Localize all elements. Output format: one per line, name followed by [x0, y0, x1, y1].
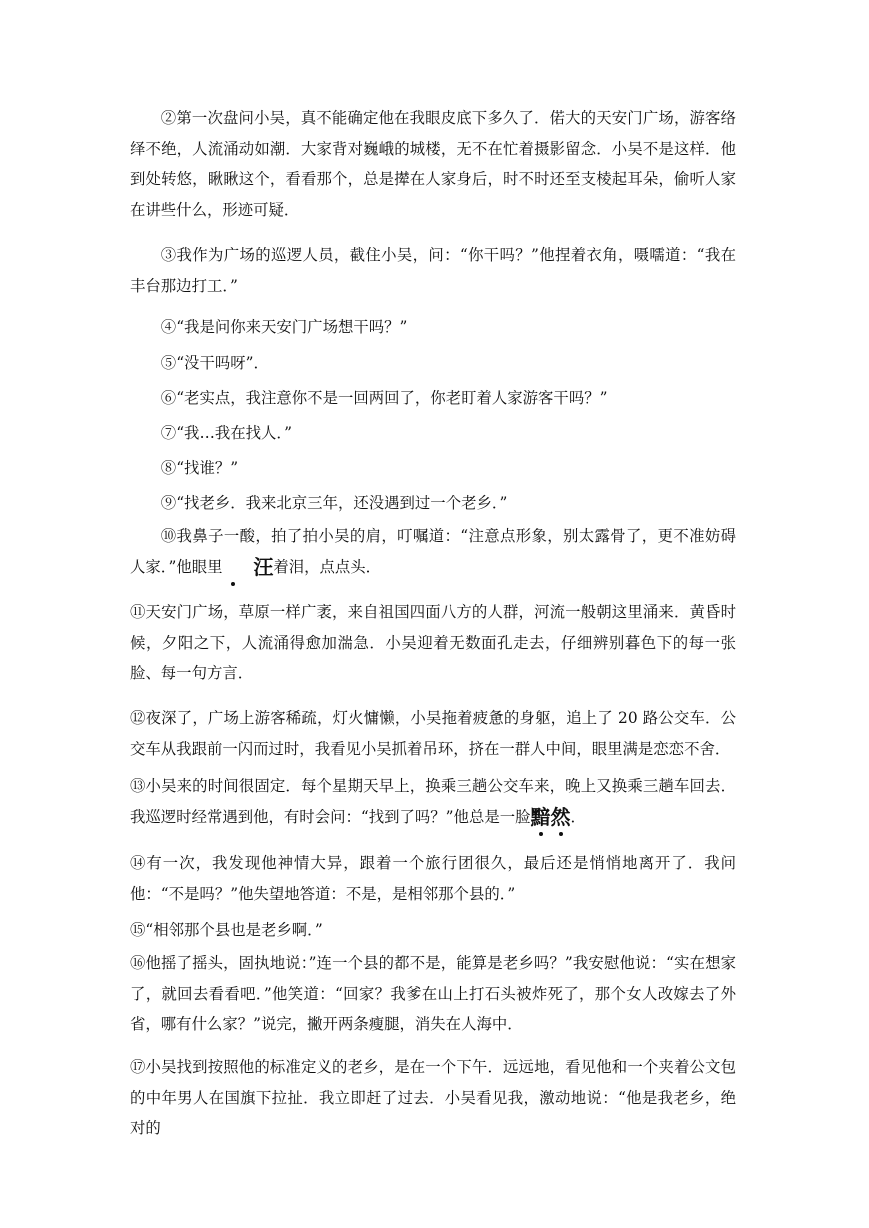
paragraph-10 [130, 521, 736, 582]
emphasized-word-wang-text: 汪 [253, 554, 274, 579]
paragraph-13 [130, 771, 736, 832]
paragraph-6: ⑥“老实点，我注意你不是一回两回了，你老盯着人家游客干吗？” [160, 389, 608, 407]
paragraph-12: ⑫夜深了，广场上游客稀疏，灯火慵懒，小吴拖着疲惫的身躯，追上了 20 路公交车．公交车从我跟前一闪而过时，我看见小吴抓着吊环，挤在一群人中间，眼里满是恋恋不舍． [130, 709, 736, 758]
paragraph-10-after: 着泪，点点头． [273, 557, 382, 576]
emphasis-dot [539, 832, 543, 836]
paragraph-10-before: ⑩我鼻子一酸，拍了拍小吴的肩，叮嘱道：“注意点形象，别太露骨了，更不准妨碍人家．”他眼里 [130, 527, 736, 576]
emphasized-word-anran [530, 804, 571, 829]
paragraph-4: ④“我是问你来天安门广场想干吗？” [160, 318, 408, 336]
paragraph-5: ⑤“没干吗呀”． [160, 354, 269, 372]
paragraph-13-after: ． [570, 807, 586, 826]
paragraph-9: ⑨“找老乡．我来北京三年，还没遇到过一个老乡．” [160, 494, 508, 512]
paragraph-15: ⑮“相邻那个县也是老乡啊．” [130, 921, 323, 939]
emphasis-dot [559, 832, 563, 836]
paragraph-16: ⑯他摇了摇头，固执地说：”连一个县的都不是，能算是老乡吗？”我安慰他说：“实在想家了，就回去看看吧．”他笑道：“回家？我爹在山上打石头被炸死了，那个女人改嫁去了外省，哪有什么家？”说完，撇开两条瘦腿，消失在人海中． [130, 954, 736, 1033]
emphasized-word-wang [223, 554, 274, 579]
paragraph-11: ⑪天安门广场，草原一样广袤，来自祖国四面八方的人群，河流一般朝这里涌来．黄昏时候，夕阳之下，人流涌得愈加湍急．小吴迎着无数面孔走去，仔细辨别暮色下的每一张脸、每一句方言． [130, 603, 736, 682]
paragraph-17: ⑰小吴找到按照他的标准定义的老乡，是在一个下午．远远地，看见他和一个夹着公文包的中年男人在国旗下拉扯．我立即赶了过去．小吴看见我，激动地说：“他是我老乡，绝对的 [130, 1058, 736, 1137]
emphasis-dot [231, 582, 235, 586]
paragraph-3: ③我作为广场的巡逻人员，截住小吴，问：“你干吗？”他捏着衣角，嗫嚅道：“我在丰台那边打工．” [130, 246, 736, 295]
paragraph-8: ⑧“找谁？” [160, 459, 239, 477]
paragraph-2: ②第一次盘问小吴，真不能确定他在我眼皮底下多久了．偌大的天安门广场，游客络绎不绝，人流涌动如潮．大家背对巍峨的城楼，无不在忙着摄影留念．小吴不是这样．他到处转悠，瞅瞅这个，看看那个，总是撵在人家身后，时不时还至支棱起耳朵，偷听人家在讲些什么，形迹可疑． [130, 109, 736, 219]
paragraph-7: ⑦“我…我在找人．” [160, 424, 292, 442]
emphasized-word-anran-text: 黯然 [530, 804, 571, 829]
paragraph-13-before: ⑬小吴来的时间很固定．每个星期天早上，换乘三趟公交车来，晚上又换乘三趟车回去．我巡逻时经常遇到他，有时会问：“找到了吗？”他总是一脸 [130, 777, 736, 826]
paragraph-14: ⑭有一次，我发现他神情大异，跟着一个旅行团很久，最后还是悄悄地离开了．我问他：“不是吗？”他失望地答道：不是，是相邻那个县的．” [130, 854, 736, 903]
